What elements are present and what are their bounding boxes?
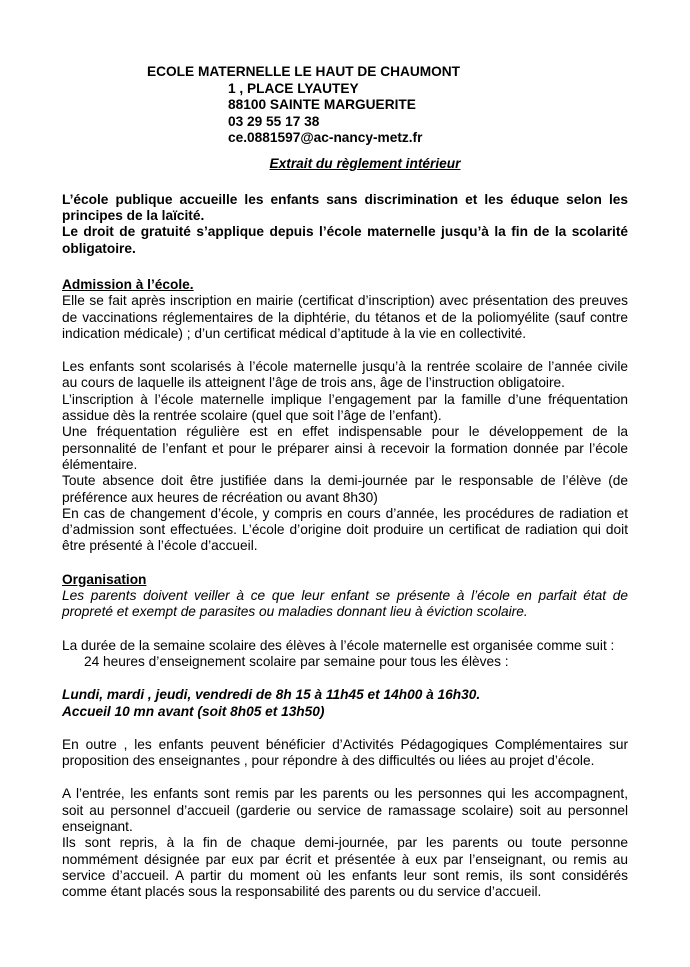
document-page: [62, 64, 628, 900]
admission-paragraph-changement: En cas de changement d’école, y compris en cours d’année, les procédures de radiation et d’admission sont effectuées. L’école d’origine doit produire un certificat de radiation qui doit être présenté à l’école d’accueil.: [62, 505, 628, 554]
schedule-days: Lundi, mardi , jeudi, vendredi de 8h 15 à 11h45 et 14h00 à 16h30.: [62, 687, 481, 703]
admission-paragraph-absence: Toute absence doit être justifiée dans la demi-journée par le responsable de l’élève (de préférence aux heures de récréation ou avant 8h30): [62, 473, 628, 505]
school-name: ECOLE MATERNELLE LE HAUT DE CHAUMONT: [147, 64, 461, 79]
intro-gratuite: Le droit de gratuité s’applique depuis l’école maternelle jusqu’à la fin de la scolarité obligatoire.: [62, 224, 628, 256]
school-email: ce.0881597@ac-nancy-metz.fr: [228, 130, 423, 145]
organisation-paragraph-apc: En outre , les enfants peuvent bénéficier d’Activités Pédagogiques Complémentaires sur proposition des enseignantes , pour répondre à des difficultés ou liées au projet d’école.: [62, 736, 628, 769]
school-address-line-2: 88100 SAINTE MARGUERITE: [228, 97, 416, 112]
organisation-paragraph-heures: 24 heures d’enseignement scolaire par semaine pour tous les élèves :: [84, 653, 509, 669]
organisation-section-title: Organisation: [62, 571, 147, 587]
organisation-paragraph-duree: La durée de la semaine scolaire des élèves à l’école maternelle est organisée comme suit :: [62, 637, 615, 653]
admission-paragraph-engagement: L’inscription à l’école maternelle implique l’engagement par la famille d’une fréquentation assidue dès la rentrée scolaire (quel que soit l’âge de l’enfant).: [62, 391, 628, 424]
schedule-accueil: Accueil 10 mn avant (soit 8h05 et 13h50): [62, 703, 325, 719]
intro-laicite: L’école publique accueille les enfants sans discrimination et les éduque selon les principes de la laïcité.: [62, 191, 628, 224]
admission-paragraph-frequentation: Une fréquentation régulière est en effet indispensable pour le développement de la personnalité de l’enfant et pour le préparer ainsi à recevoir la formation donnée par l’école élémentaire.: [62, 424, 628, 472]
admission-paragraph-scolarisation: Les enfants sont scolarisés à l’école maternelle jusqu’à la rentrée scolaire de l’année civile au cours de laquelle ils atteignent l’âge de trois ans, âge de l’instruction obligatoire.: [62, 359, 628, 391]
school-address-line-1: 1 , PLACE LYAUTEY: [228, 80, 359, 96]
school-header: [62, 64, 628, 147]
organisation-paragraph-sortie: Ils sont repris, à la fin de chaque demi-journée, par les parents ou toute personne nommément désignée par eux par écrit et présentée à eux par l’enseignant, ou remis au service d’accueil. A partir du moment où les enfants leur sont remis, ils sont considérés comme étant placés sous la responsabilité des parents ou du service d’accueil.: [62, 835, 628, 900]
admission-section-title: Admission à l’école.: [62, 276, 194, 292]
organisation-paragraph-entree: A l’entrée, les enfants sont remis par les parents ou les personnes qui les accompagnent, soit au personnel d’accueil (garderie ou service de ramassage scolaire) soit au personnel enseignant.: [62, 786, 628, 834]
document-title: Extrait du règlement intérieur: [269, 155, 461, 171]
school-phone: 03 29 55 17 38: [228, 113, 320, 129]
admission-paragraph-inscription: Elle se fait après inscription en mairie (certificat d’inscription) avec présentation des preuves de vaccinations réglementaires de la diphtérie, du tétanos et de la poliomyélite (sauf contre indication médicale) ; d’un certificat médical d’aptitude à la vie en collectivité.: [62, 293, 628, 341]
organisation-paragraph-proprete: Les parents doivent veiller à ce que leur enfant se présente à l’école en parfait état de propreté et exempt de parasites ou maladies donnant lieu à éviction scolaire.: [62, 588, 628, 620]
